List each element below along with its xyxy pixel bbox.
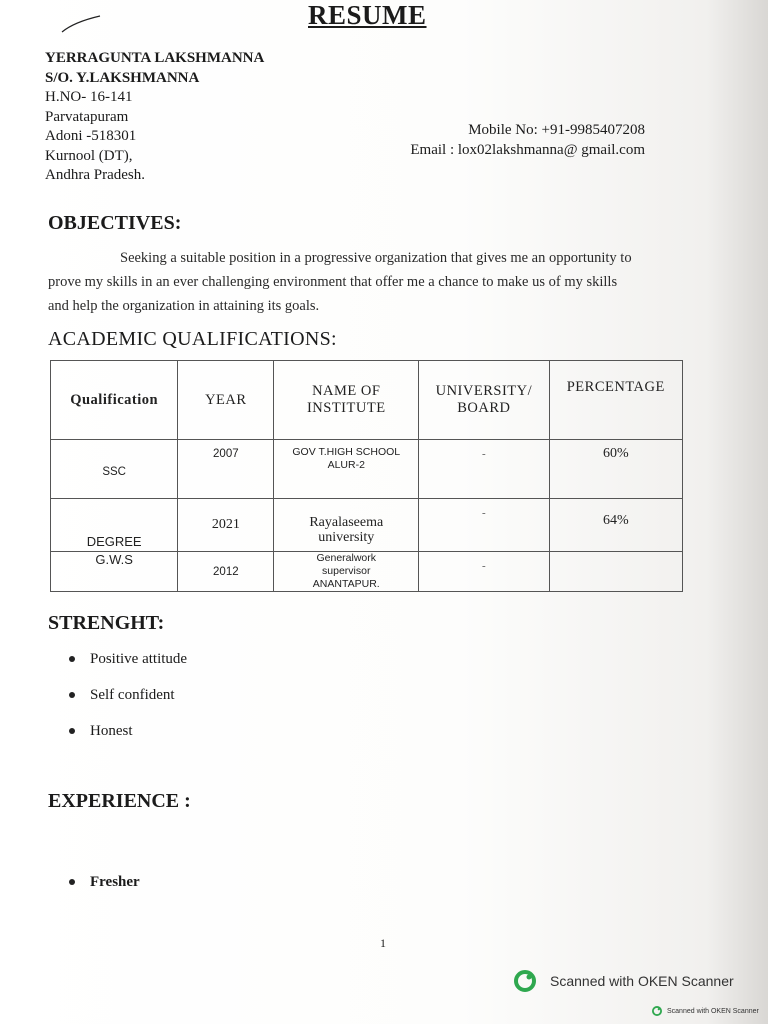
header-qualification: Qualification: [51, 361, 178, 440]
mobile-number: Mobile No: +91-9985407208: [468, 122, 645, 138]
cell-qualification: [51, 499, 178, 552]
percentage-value: 60%: [602, 446, 629, 461]
objectives-line: and help the organization in attaining its goals.: [48, 298, 320, 314]
header-board-line: UNIVERSITY/: [435, 383, 533, 399]
qualifications-table: [50, 360, 683, 592]
cell-percentage: [549, 552, 682, 592]
scanner-watermark-small: [652, 1006, 759, 1016]
table-row: [51, 440, 683, 499]
institute-line: ALUR-2: [327, 459, 365, 471]
institute-line: supervisor: [322, 565, 371, 577]
locality: Parvatapuram: [45, 108, 129, 125]
table-row: [51, 499, 683, 552]
objectives-text: [48, 246, 713, 318]
cell-qualification: [51, 552, 178, 592]
district: Kurnool (DT),: [45, 147, 133, 164]
page-number: 1: [380, 936, 386, 950]
header-institute-line: NAME OF: [312, 383, 381, 399]
cell-qualification: [51, 440, 178, 499]
list-item: [90, 872, 140, 908]
scanner-small-label: Scanned with OKEN Scanner: [667, 1007, 759, 1015]
qualification-value: SSC: [102, 466, 126, 478]
house-number: H.NO- 16-141: [45, 89, 133, 105]
experience-list: [90, 872, 140, 908]
experience-heading: EXPERIENCE :: [48, 790, 191, 812]
institute-line: Rayalaseema: [309, 515, 384, 530]
strength-heading: STRENGHT:: [48, 612, 165, 634]
oken-scanner-logo-icon: [652, 1006, 662, 1016]
email-address: Email : lox02lakshmanna@ gmail.com: [410, 142, 645, 158]
state: Andhra Pradesh.: [45, 167, 145, 183]
list-item-text: Honest: [90, 723, 133, 739]
table-header-row: [51, 361, 683, 440]
cell-year: [178, 552, 274, 592]
institute-line: university: [318, 530, 375, 545]
qualification-value: G.W.S: [95, 552, 133, 567]
list-item-text: Fresher: [90, 874, 140, 890]
contact-block: [380, 120, 645, 160]
page-title: RESUME: [308, 0, 427, 30]
pen-mark-icon: [60, 14, 102, 34]
cell-board: [419, 499, 549, 552]
board-value: -: [482, 507, 486, 519]
address-block: [45, 49, 264, 186]
table-row: [51, 552, 683, 592]
scanner-label: Scanned with OKEN Scanner: [550, 973, 734, 989]
objectives-heading: OBJECTIVES:: [48, 212, 182, 234]
percentage-value: 64%: [602, 513, 629, 528]
header-board-line: BOARD: [457, 400, 511, 416]
header-percentage: PERCENTAGE: [549, 361, 682, 440]
list-item-text: Self confident: [90, 687, 175, 703]
cell-year: [178, 440, 274, 499]
list-item-text: Positive attitude: [90, 651, 188, 667]
town: Adoni -518301: [45, 128, 137, 144]
institute-line: GOV T.HIGH SCHOOL: [292, 446, 401, 458]
bullet-icon: [69, 879, 75, 885]
bullet-icon: [69, 692, 75, 698]
objectives-line: prove my skills in an ever challenging environment that offer me a chance to make us of my skills: [48, 274, 618, 290]
academic-heading: ACADEMIC QUALIFICATIONS:: [48, 328, 337, 350]
header-institute: [274, 361, 419, 440]
cell-year: [178, 499, 274, 552]
list-item: [90, 685, 187, 721]
bullet-icon: [69, 728, 75, 734]
header-year: YEAR: [178, 361, 274, 440]
year-value: 2021: [211, 517, 240, 532]
cell-board: [419, 552, 549, 592]
cell-institute: [274, 499, 419, 552]
year-value: 2012: [213, 565, 239, 578]
father-name: S/O. Y.LAKSHMANNA: [45, 69, 200, 86]
oken-scanner-logo-icon: [514, 970, 536, 992]
board-value: -: [482, 560, 486, 572]
list-item: [90, 721, 187, 757]
header-institute-line: INSTITUTE: [306, 400, 386, 416]
cell-percentage: [549, 499, 682, 552]
institute-line: ANANTAPUR.: [312, 578, 380, 590]
institute-line: Generalwork: [316, 552, 377, 564]
list-item: [90, 649, 187, 685]
scanner-watermark: [514, 970, 734, 992]
objectives-line: Seeking a suitable position in a progressive organization that gives me an opportunity to: [120, 250, 632, 266]
qualification-value: DEGREE: [86, 534, 142, 549]
header-board: [419, 361, 549, 440]
cell-institute: [274, 440, 419, 499]
cell-institute: [274, 552, 419, 592]
cell-percentage: [549, 440, 682, 499]
cell-board: [419, 440, 549, 499]
strength-list: [90, 649, 187, 757]
board-value: -: [482, 448, 486, 460]
bullet-icon: [69, 656, 75, 662]
applicant-name: YERRAGUNTA LAKSHMANNA: [45, 50, 265, 66]
year-value: 2007: [213, 448, 239, 460]
